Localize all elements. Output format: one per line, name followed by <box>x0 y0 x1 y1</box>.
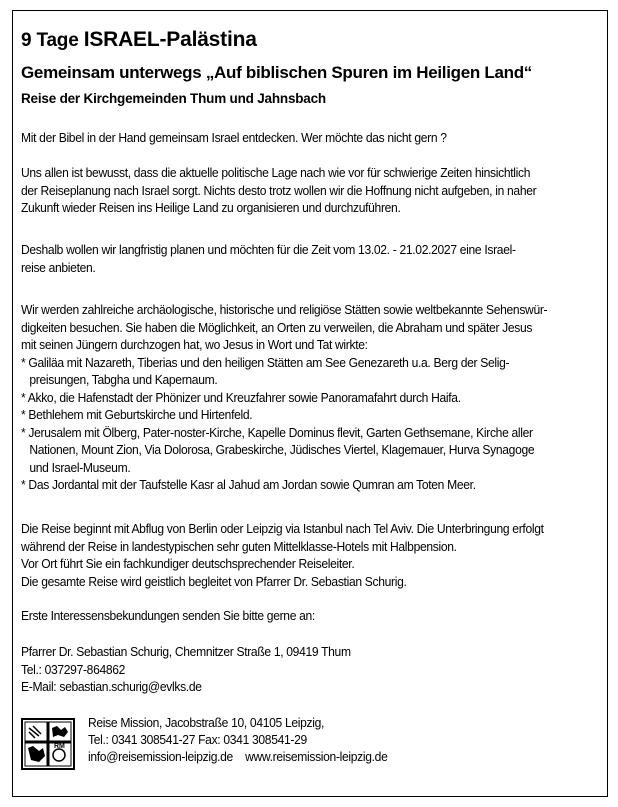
list-item: * Bethlehem mit Geburtskirche und Hirtenfeld. <box>21 407 253 422</box>
subtitle-organizer: Reise der Kirchgemeinden Thum und Jahnsbach <box>21 91 326 106</box>
list-item-cont: und Israel-Museum. <box>29 459 131 475</box>
footer-text <box>88 714 387 765</box>
contact-block <box>21 643 586 696</box>
list-item-cont: preisungen, Tabgha und Kapernaum. <box>29 372 218 387</box>
intro-paragraph: Mit der Bibel in der Hand gemeinsam Israel entdecken. Wer möchte das nicht gern ? <box>21 130 447 145</box>
contact-intro: Erste Interessensbekundungen senden Sie bitte gerne an: <box>21 608 315 623</box>
footer-address: Reise Mission, Jacobstraße 10, 04105 Leipzig, <box>88 715 325 730</box>
contact-email[interactable]: E-Mail: sebastian.schurig@evlks.de <box>21 679 202 694</box>
footer-phone: Tel.: 0341 308541-27 Fax: 0341 308541-29 <box>88 732 307 747</box>
travel-paragraph: Die Reise beginnt mit Abflug von Berlin oder Leipzig via Istanbul nach Tel Aviv. Die Unterbringung erfolgt während der Reise in landestypischen sehr guten Mittelklasse-Hotels mit Halbpension. Vor Ort führt Sie ein fachkundiger deutschsprechender Reiseleiter. Die gesamte Reise wird geistlich begleitet von Pfarrer Dr. Sebastian Schurig. <box>21 521 544 589</box>
logo-rm-text: RM <box>54 743 65 750</box>
page-title <box>21 28 257 52</box>
contact-address: Pfarrer Dr. Sebastian Schurig, Chemnitzer Straße 1, 09419 Thum <box>21 644 351 659</box>
title-main: ISRAEL-Palästina <box>83 28 257 51</box>
list-item: * Akko, die Hafenstadt der Phönizer und Kreuzfahrer sowie Panoramafahrt durch Haifa. <box>21 389 461 405</box>
sights-paragraph: Wir werden zahlreiche archäologische, historische und religiöse Stätten sowie weltbekannte Sehenswür- digkeiten besuchen. Sie haben die Möglichkeit, an Orten zu verweilen, die Abraham und später Jesus mit seinen Jüngern durchzogen hat, wo Jesus in Wort und Tat wirkte: * Galiläa mit Nazareth, Tiberias und den heiligen Stätten am See Genezareth u.a. Berg der Selig- preisungen, Tabgha und Kapernaum. * Akko, die Hafenstadt der Phönizer und Kreuzfahrer sowie Panoramafahrt durch Haifa. * Bethlehem mit Geburtskirche und Hirtenfeld. * Jerusalem mit Ölberg, Pater-noster-Kirche, Kapelle Dominus flevit, Garten Gethsemane, Kirche aller Nationen, Mount Zion, Via Dolorosa, Grabeskirche, Jüdisches Viertel, Klagemauer, Hurva Synagoge und Israel-Museum. * Das Jordantal mit der Taufstelle Kasr al Jahud am Jordan sowie Qumran am Toten Meer. <box>21 301 586 494</box>
footer-web[interactable]: info@reisemission-leipzig.de www.reisemission-leipzig.de <box>88 749 388 764</box>
list-item-cont: Nationen, Mount Zion, Via Dolorosa, Grabeskirche, Jüdisches Viertel, Klagemauer, Hurva Synagoge <box>29 442 535 457</box>
contact-phone: Tel.: 037297-864862 <box>21 661 126 677</box>
situation-paragraph: Uns allen ist bewusst, dass die aktuelle politische Lage nach wie vor für schwierige Zeiten hinsichtlich der Reiseplanung nach Israel sorgt. Nichts desto trotz wollen wir die Hoffnung nicht aufgeben, in naher Zukunft wieder Reisen ins Heilige Land zu organisieren und durchzuführen. <box>21 165 537 215</box>
reise-mission-logo <box>21 718 75 770</box>
subtitle: Gemeinsam unterwegs „Auf biblischen Spuren im Heiligen Land“ <box>21 63 532 82</box>
list-item: * Galiläa mit Nazareth, Tiberias und den heiligen Stätten am See Genezareth u.a. Berg der Selig- <box>21 354 510 370</box>
date-paragraph: Deshalb wollen wir langfristig planen und möchten für die Zeit vom 13.02. - 21.02.2027 eine Israel- reise anbieten. <box>21 242 516 275</box>
list-item: * Das Jordantal mit der Taufstelle Kasr al Jahud am Jordan sowie Qumran am Toten Meer. <box>21 477 476 492</box>
title-prefix: 9 Tage <box>21 30 79 51</box>
footer <box>21 714 591 774</box>
list-item: * Jerusalem mit Ölberg, Pater-noster-Kirche, Kapelle Dominus flevit, Garten Gethsemane, Kirche aller <box>21 424 533 440</box>
